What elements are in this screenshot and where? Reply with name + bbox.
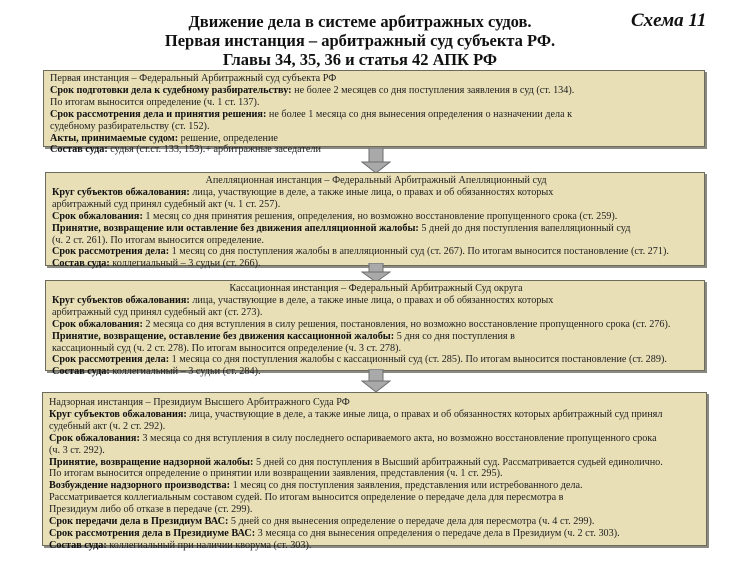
field-separator: : <box>415 222 419 234</box>
box-line <box>50 121 700 133</box>
field-separator: : <box>139 318 143 330</box>
field-value: 5 дней до дня поступления вапелляционный суд <box>418 222 631 234</box>
field-label: Состав суда <box>52 366 107 378</box>
field-separator: : <box>106 258 110 270</box>
field-value: судья (ст.ст. 133, 153).+ арбитражные заседатели <box>107 144 321 156</box>
field-value: По итогам выносится определение (ч. 1 ст. 137). <box>50 96 260 108</box>
field-label: Срок рассмотрения дела и принятия решения <box>50 108 263 120</box>
field-label: Возбуждение надзорного производства <box>49 480 227 492</box>
title-line-1: Движение дела в системе арбитражных судов. <box>188 12 532 31</box>
field-value: кассационный суд (ч. 2 ст. 278). По итогам выносится определение (ч. 3 ст. 278). <box>52 342 402 354</box>
field-label: Срок рассмотрения дела <box>52 354 166 366</box>
field-value: лица, участвующие в деле, а также иные лица, о правах и об обязанностях которых арбитражный суд принял <box>186 408 663 420</box>
field-value: 1 месяца со дня поступления жалобы с кассационный суд (ст. 285). По итогам выносится постановление (ст. 289). <box>169 354 667 366</box>
box-line <box>52 331 700 343</box>
box-line <box>49 433 702 445</box>
box-lines <box>52 187 700 270</box>
box-line <box>52 354 700 366</box>
box-line <box>49 468 702 480</box>
field-separator: : <box>390 330 395 342</box>
field-label: Круг субъектов обжалования <box>52 186 187 198</box>
field-value: Президиум либо об отказе в передаче (ст. 299). <box>49 504 253 516</box>
field-value: арбитражный суд принял судебный акт (ст. 273). <box>52 306 263 318</box>
field-value: 3 месяца со дня вступления в силу последнего оспариваемого акта, но возможно восстановление пропущенного срока <box>139 432 657 444</box>
box-line <box>50 109 700 121</box>
field-label: Принятие, возвращение, оставление без движения кассационной жалобы <box>52 330 391 342</box>
box-line <box>52 199 700 211</box>
field-label: Состав суда <box>50 144 105 156</box>
box-heading: Надзорная инстанция – Президиум Высшего Арбитражного Суда РФ <box>49 397 350 408</box>
field-label: Срок передачи дела в Президиум ВАС <box>49 516 225 528</box>
box-line <box>49 457 702 469</box>
box-line <box>52 246 700 258</box>
field-separator: : <box>224 516 229 528</box>
field-value: решение, определение <box>178 132 278 144</box>
box-line <box>50 97 700 109</box>
field-separator: : <box>174 132 179 144</box>
box-line <box>49 504 702 516</box>
field-label: Принятие, возвращение или оставление без движения апелляционной жалобы <box>52 222 416 234</box>
supervisory-instance-box <box>42 392 707 551</box>
field-value: 2 месяца со дня вступления в силу решения, постановления, но возможно восстановление пропущенного срока (ст. 276). <box>142 318 671 330</box>
field-label: Срок рассмотрения дела в Президиуме ВАС <box>49 527 252 539</box>
field-value: 5 дней со дня вынесения определение о передаче дела для пересмотра (ч. 4 ст. 299). <box>228 516 595 528</box>
field-separator: : <box>136 432 140 444</box>
box-lines <box>50 85 700 156</box>
field-separator: : <box>103 539 107 551</box>
box-line <box>49 480 702 492</box>
field-value: 1 месяц со дня поступления заявления, представления или истребованного дела. <box>230 480 583 492</box>
field-value: коллегиальный при наличии кворума (ст. 303). <box>106 539 312 551</box>
field-separator: : <box>262 108 267 120</box>
field-label: Круг субъектов обжалования <box>49 408 184 420</box>
arrow-down-icon <box>361 369 391 393</box>
field-value: (ч. 2 ст. 261). По итогам выносится определение. <box>52 234 264 246</box>
arrow-down-icon <box>361 148 391 174</box>
box-heading: Первая инстанция – Федеральный Арбитражный суд субъекта РФ <box>50 73 337 84</box>
field-separator: : <box>104 144 108 156</box>
field-value: 1 месяц со дня принятия решения, определения, но возможно восстановление пропущенного срока (ст. 259). <box>142 210 618 222</box>
cassation-instance-box <box>45 280 705 378</box>
box-line <box>52 235 700 247</box>
box-line <box>49 492 702 504</box>
field-label: Срок подготовки дела к судебному разбирательству <box>50 84 289 96</box>
field-separator: : <box>183 408 187 420</box>
box-heading: Апелляционная инстанция – Федеральный Арбитражный Апелляционный суд <box>205 175 547 186</box>
field-value: судебному разбирательству (ст. 152). <box>50 120 210 132</box>
box-line <box>52 211 700 223</box>
field-separator: : <box>249 456 254 468</box>
field-separator: : <box>288 84 292 96</box>
box-line <box>50 133 700 145</box>
field-separator: : <box>186 294 190 306</box>
field-separator: : <box>226 480 231 492</box>
field-separator: : <box>186 186 190 198</box>
box-lines <box>52 295 700 378</box>
box-line <box>49 540 702 552</box>
box-line <box>49 421 702 433</box>
field-value: 3 месяца со дня вынесения определения о передаче дела в Президиум (ч. 2 ст. 303). <box>255 527 620 539</box>
field-separator: : <box>106 366 110 378</box>
box-line <box>49 528 702 540</box>
field-value: (ч. 3 ст. 292). <box>49 444 105 456</box>
box-line <box>52 295 700 307</box>
diagram-title <box>100 12 620 69</box>
field-value: Рассматривается коллегиальным составом судей. По итогам выносится определение о передаче дела для пересмотра в <box>49 492 564 504</box>
field-value: 5 дней со дня поступления в Высший арбитражный суд. Рассматривается судьей единолично. <box>253 456 663 468</box>
field-value: 1 месяц со дня поступления жалобы в апелляционный суд (ст. 267). По итогам выносится постановление (ст. 271). <box>169 246 669 258</box>
field-separator: : <box>165 246 170 258</box>
field-label: Состав суда <box>52 258 107 270</box>
field-label: Акты, принимаемые судом <box>50 132 175 144</box>
box-line <box>50 85 700 97</box>
field-separator: : <box>251 527 256 539</box>
field-label: Срок обжалования <box>49 432 137 444</box>
field-separator: : <box>139 210 143 222</box>
box-line <box>49 516 702 528</box>
field-label: Срок рассмотрения дела <box>52 246 166 258</box>
field-label: Состав суда <box>49 539 104 551</box>
appellate-instance-box <box>45 172 705 270</box>
field-value: не более 2 месяцев со дня поступления заявления в суд (ст. 134). <box>291 84 575 96</box>
field-value: коллегиальный – 3 судьи (ст. 284). <box>109 366 261 378</box>
field-value: лица, участвующие в деле, а также иные лица, о правах и об обязанностях которых <box>189 294 554 306</box>
field-value: коллегиальный – 3 судьи (ст. 266). <box>109 258 261 270</box>
box-line <box>49 445 702 457</box>
title-line-3: Главы 34, 35, 36 и статья 42 АПК РФ <box>222 50 498 69</box>
title-line-2: Первая инстанция – арбитражный суд субъекта РФ. <box>164 31 556 50</box>
field-label: Принятие, возвращение надзорной жалобы <box>49 456 250 468</box>
box-line <box>52 343 700 355</box>
field-value: судебный акт (ч. 2 ст. 292). <box>49 420 166 432</box>
box-line <box>49 409 702 421</box>
field-value: арбитражный суд принял судебный акт (ч. 1 ст. 257). <box>52 198 281 210</box>
scheme-number-label: Схема 11 <box>631 10 707 31</box>
box-line <box>52 187 700 199</box>
box-lines <box>49 409 702 552</box>
field-value: 5 дня со дня поступления в <box>394 330 515 342</box>
first-instance-box <box>43 70 705 156</box>
box-line <box>52 319 700 331</box>
field-value: По итогам выносится определение о принятии или возвращении заявления, представления (ч. 1 ст. 295). <box>49 468 503 480</box>
field-value: не более 1 месяца со дня вынесения определения о назначении дела к <box>266 108 573 120</box>
field-separator: : <box>165 354 170 366</box>
field-label: Срок обжалования <box>52 210 140 222</box>
field-label: Круг субъектов обжалования <box>52 294 187 306</box>
box-heading: Кассационная инстанция – Федеральный Арбитражный Суд округа <box>229 283 523 294</box>
box-line <box>52 223 700 235</box>
field-label: Срок обжалования <box>52 318 140 330</box>
box-line <box>52 307 700 319</box>
field-value: лица, участвующие в деле, а также иные лица, о правах и об обязанностях которых <box>189 186 554 198</box>
